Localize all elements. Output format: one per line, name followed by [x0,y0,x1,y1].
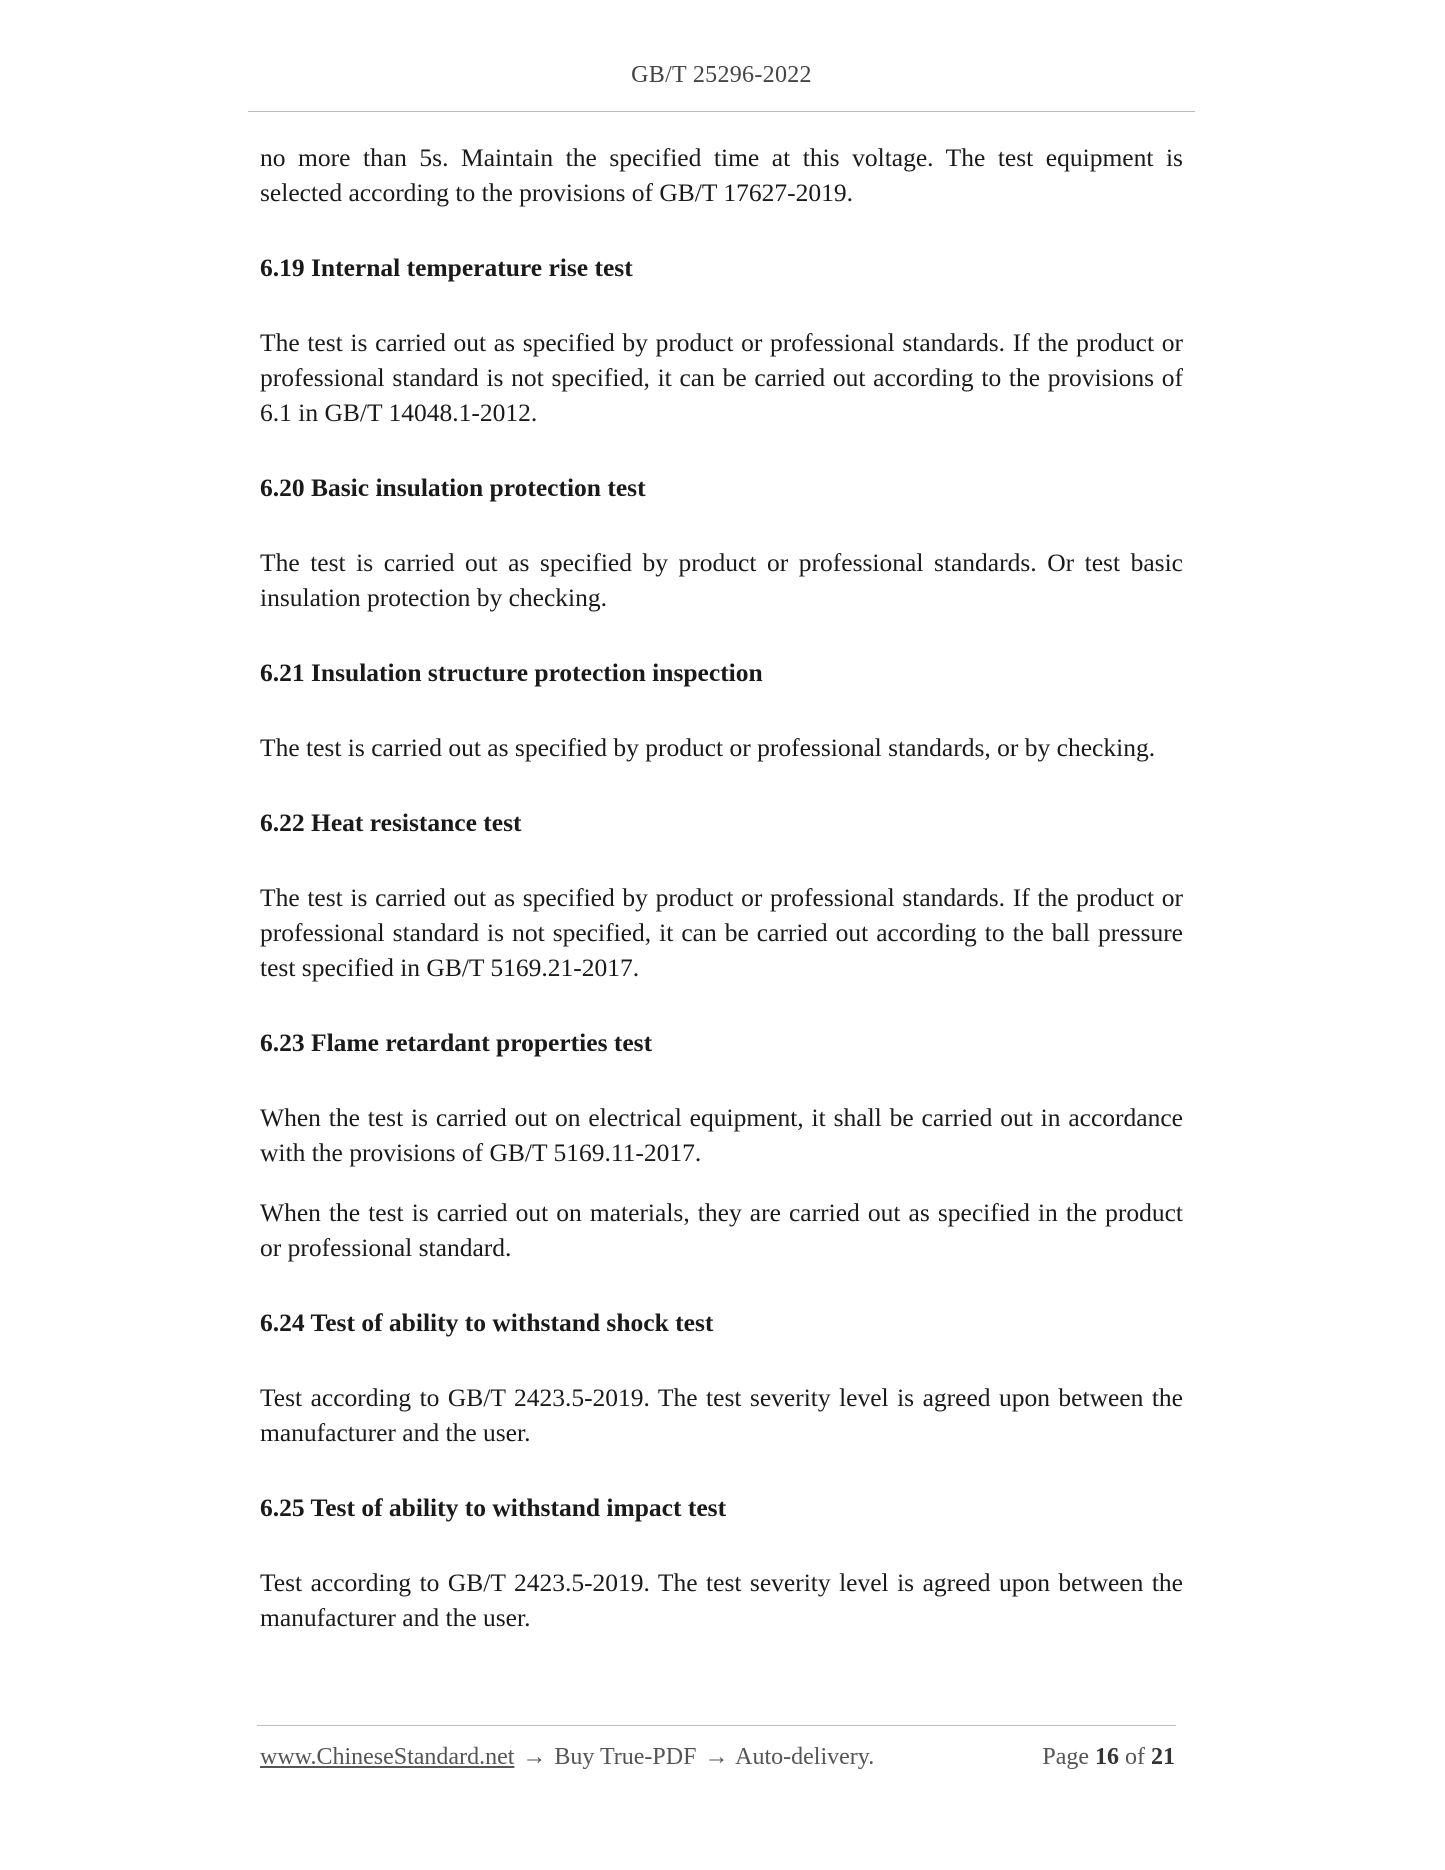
page-number [1042,1744,1175,1771]
section-paragraph: When the test is carried out on electrical equipment, it shall be carried out in accordance with the provisions of GB/T 5169.11-2017. [260,1103,1183,1167]
section-heading-6-22: 6.22 Heat resistance test [260,808,522,837]
intro-paragraph: no more than 5s. Maintain the specified time at this voltage. The test equipment is selected according to the provisions of GB/T 17627-2019. [260,143,1183,207]
section-heading-6-24: 6.24 Test of ability to withstand shock test [260,1308,714,1337]
page-of-label: of [1125,1744,1145,1770]
section-paragraph: Test according to GB/T 2423.5-2019. The test severity level is agreed upon between the manufacturer and the user. [260,1568,1183,1632]
section-paragraph: When the test is carried out on materials, they are carried out as specified in the product or professional standard. [260,1198,1183,1262]
page-label: Page [1042,1744,1089,1770]
header-divider [248,111,1195,112]
page-header: GB/T 25296-2022 [631,62,812,88]
auto-delivery-text: Auto-delivery. [735,1744,875,1770]
footer-links [260,1744,874,1771]
page-current: 16 [1095,1744,1119,1770]
arrow-right-icon: → [704,1744,729,1770]
section-paragraph: The test is carried out as specified by product or professional standards. If the product or professional standard is not specified, it can be carried out according to the provisions of 6.1 in GB/T 14048.1-2012. [260,328,1183,427]
page-total: 21 [1151,1744,1175,1770]
section-heading-6-23: 6.23 Flame retardant properties test [260,1028,653,1057]
section-paragraph: Test according to GB/T 2423.5-2019. The test severity level is agreed upon between the manufacturer and the user. [260,1383,1183,1447]
section-heading-6-21: 6.21 Insulation structure protection inspection [260,658,763,687]
buy-pdf-text: Buy True-PDF [554,1744,697,1770]
footer-divider [257,1725,1176,1726]
section-heading-6-19: 6.19 Internal temperature rise test [260,253,633,282]
section-paragraph: The test is carried out as specified by product or professional standards. If the product or professional standard is not specified, it can be carried out according to the ball pressure test specified in GB/T 5169.21-2017. [260,883,1183,982]
page-content [260,140,1183,1635]
section-paragraph: The test is carried out as specified by product or professional standards, or by checking. [260,733,1156,762]
section-heading-6-20: 6.20 Basic insulation protection test [260,473,646,502]
section-paragraph: The test is carried out as specified by product or professional standards. Or test basic insulation protection by checking. [260,548,1183,612]
page-footer [260,1744,1175,1771]
website-link[interactable]: www.ChineseStandard.net [260,1744,515,1770]
section-heading-6-25: 6.25 Test of ability to withstand impact test [260,1493,727,1522]
arrow-right-icon: → [522,1744,547,1770]
